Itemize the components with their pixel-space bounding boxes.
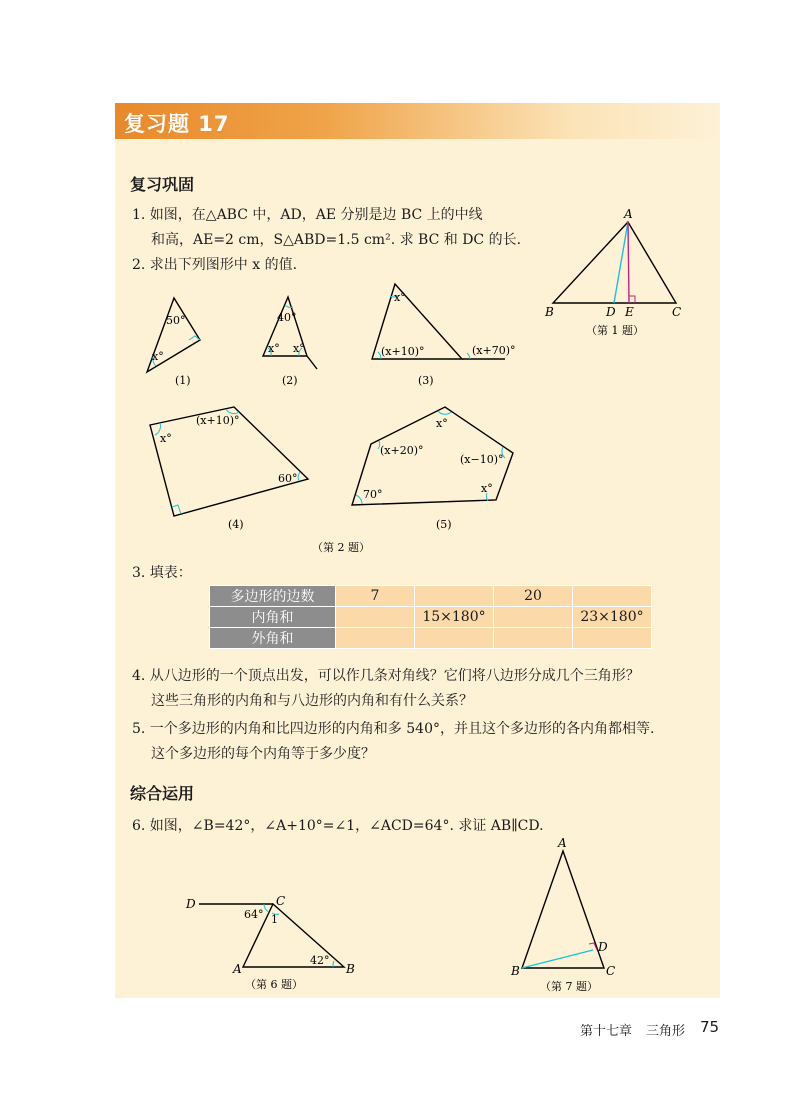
- table-row: [210, 628, 652, 649]
- fig1-label-C: C: [672, 305, 682, 319]
- page-number: 75: [700, 1018, 720, 1036]
- table-cell[interactable]: 15×180°: [415, 607, 494, 628]
- fig2-1-angle-x: x°: [152, 350, 164, 363]
- problem-5-line1: 5. 一个多边形的内角和比四边形的内角和多 540°，并且这个多边形的各内角都相等.: [132, 721, 655, 737]
- fig2-2-angle-top: 40°: [277, 311, 297, 324]
- fig1-label-B: B: [545, 305, 554, 319]
- problem-3: 3. 填表：: [132, 565, 192, 581]
- table-cell[interactable]: [415, 586, 494, 607]
- footer-title: 三角形: [646, 1024, 686, 1039]
- table-cell[interactable]: [573, 628, 652, 649]
- fig2-1-caption: (1): [175, 374, 191, 387]
- fig2-3-angle-top: x°: [394, 291, 406, 304]
- row-header: 外角和: [210, 628, 336, 649]
- fig7-label-D: D: [598, 940, 608, 954]
- fill-in-table: [209, 585, 652, 649]
- fig7-label-A: A: [558, 836, 567, 850]
- table-cell[interactable]: [336, 628, 415, 649]
- fig6-angle-1: 1: [271, 913, 278, 926]
- problem-4-line2: 这些三角形的内角和与八边形的内角和有什么关系？: [151, 693, 473, 709]
- table-row: [210, 586, 652, 607]
- banner-title: 复习题 17: [124, 112, 230, 136]
- table-cell[interactable]: [494, 628, 573, 649]
- table-cell[interactable]: [415, 628, 494, 649]
- problem-5-line2: 这个多边形的每个内角等于多少度？: [151, 746, 375, 762]
- fig2-5-angle-right: (x−10)°: [460, 453, 504, 466]
- fig2-3-angle-ext: (x+70)°: [472, 344, 516, 357]
- section-review: 复习巩固: [130, 175, 195, 194]
- table-row: [210, 607, 652, 628]
- fig2-4-angle-right: 60°: [278, 472, 298, 485]
- fig7-label-C: C: [606, 964, 616, 978]
- fig6-label-A: A: [233, 962, 242, 976]
- fig1-label-A: A: [624, 207, 633, 221]
- footer-chapter: 第十七章: [580, 1024, 633, 1039]
- fig2-5-caption: (5): [436, 518, 452, 531]
- row-header: 内角和: [210, 607, 336, 628]
- fig2-1-angle-top: 50°: [166, 314, 186, 327]
- fig7-label-B: B: [511, 964, 520, 978]
- problem-2: 2. 求出下列图形中 x 的值.: [132, 257, 298, 273]
- table-cell[interactable]: [336, 607, 415, 628]
- problem-4-line1: 4. 从八边形的一个顶点出发，可以作几条对角线？它们将八边形分成几个三角形？: [132, 668, 640, 684]
- fig6-label-D: D: [186, 897, 196, 911]
- fig1-label-D: D: [606, 305, 616, 319]
- row-header: 多边形的边数: [210, 586, 336, 607]
- fig6-caption: （第 6 题）: [245, 978, 303, 991]
- fig2-5-angle-top: x°: [436, 417, 448, 430]
- fig6-angle-b: 42°: [310, 954, 330, 967]
- table-cell[interactable]: 7: [336, 586, 415, 607]
- section-comprehensive: 综合运用: [130, 784, 195, 803]
- problem-1-line2: 和高，AE=2 cm，S△ABD=1.5 cm². 求 BC 和 DC 的长.: [151, 232, 522, 248]
- fig6-label-B: B: [346, 962, 355, 976]
- problem-1-line1: 1. 如图，在△ABC 中，AD，AE 分别是边 BC 上的中线: [132, 207, 483, 223]
- fig2-3-caption: (3): [418, 374, 434, 387]
- fig2-3-angle-left: (x+10)°: [381, 345, 425, 358]
- fig2-4-angle-left: x°: [160, 432, 172, 445]
- fig1-caption: （第 1 题）: [586, 324, 644, 337]
- fig2-4-angle-top: (x+10)°: [196, 414, 240, 427]
- fig1-label-E: E: [625, 305, 634, 319]
- fig2-5-angle-bottom-right: x°: [481, 482, 493, 495]
- fig2-4-caption: (4): [228, 518, 244, 531]
- fig2-2-angle-left: x°: [268, 342, 280, 355]
- table-cell[interactable]: [494, 607, 573, 628]
- table-cell[interactable]: [573, 586, 652, 607]
- fig2-2-caption: (2): [282, 374, 298, 387]
- fig2-5-angle-left: (x+20)°: [380, 444, 424, 457]
- table-cell[interactable]: 20: [494, 586, 573, 607]
- fig6-label-C: C: [276, 894, 286, 908]
- problem-6: 6. 如图，∠B=42°，∠A+10°=∠1，∠ACD=64°. 求证 AB∥CD.: [132, 818, 544, 834]
- fig2-caption: （第 2 题）: [312, 541, 370, 554]
- fig2-5-angle-bottom-left: 70°: [363, 488, 383, 501]
- fig2-2-angle-right: x°: [293, 342, 305, 355]
- fig6-angle-c: 64°: [244, 908, 264, 921]
- fig7-caption: （第 7 题）: [540, 980, 598, 993]
- table-cell[interactable]: 23×180°: [573, 607, 652, 628]
